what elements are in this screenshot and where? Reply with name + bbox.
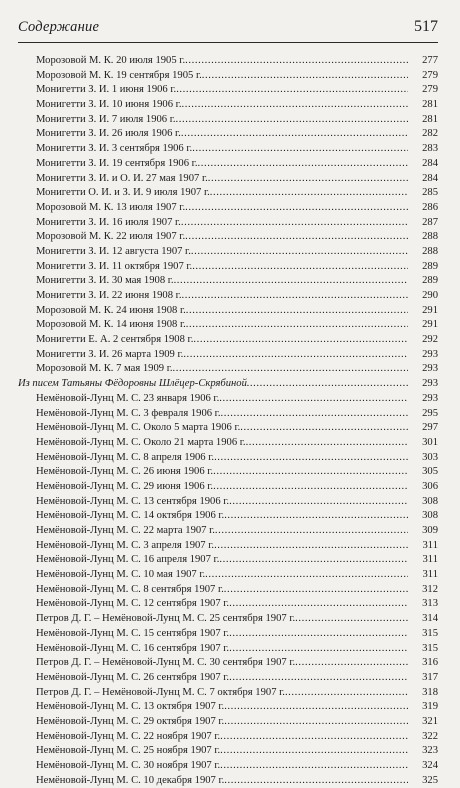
toc-entry-title: Монигетти З. И. и О. И. 27 мая 1907 г. ..... [36,172,408,187]
toc-entry-page: 286 [422,201,438,213]
toc-entry-title: Немёновой-Лунц М. С. 22 марта 1907 г. ..... [36,524,408,539]
toc-entry-title: Немёновой-Лунц М. С. 8 сентября 1907 г. ..... [36,583,408,598]
toc-entry-title: Немёновой-Лунц М. С. 22 ноября 1907 г. ..... [36,730,408,745]
toc-entry-title: Немёновой-Лунц М. С. 16 апреля 1907 г. ..... [36,553,408,568]
toc-entry-page: 301 [422,436,438,448]
toc-entry-page: 314 [422,613,438,625]
toc-entry [18,553,438,568]
toc-entry-title: Петров Д. Г. – Немёновой-Лунц М. С. 30 сентября 1907 г. ..... [36,656,408,671]
toc-entry [18,186,438,201]
toc-entry-page: 289 [422,260,438,272]
toc-entry-title: Морозовой М. К. 20 июля 1905 г. ..... [36,54,408,69]
toc-entry-page: 281 [422,113,438,125]
toc-entry-title: Немёновой-Лунц М. С. 10 мая 1907 г. ..... [36,568,408,583]
toc-entry-page: 305 [422,466,438,478]
toc-entry-page: 317 [422,671,438,683]
toc-entry [18,113,438,128]
toc-entry-title: Немёновой-Лунц М. С. 10 декабря 1907 г. ..... [36,774,408,788]
toc-entry-title: Немёновой-Лунц М. С. 23 января 1906 г. ..... [36,392,408,407]
toc-entry [18,436,438,451]
toc-entry [18,274,438,289]
toc-entry-title: Немёновой-Лунц М. С. 26 сентября 1907 г. ..... [36,671,408,686]
toc-entry-page: 287 [422,216,438,228]
toc-entry [18,744,438,759]
toc-entry-page: 323 [422,745,438,757]
toc-entry [18,304,438,319]
toc-section-heading [18,377,438,392]
toc-entry [18,612,438,627]
toc-entry-title: Немёновой-Лунц М. С. 14 октября 1906 г. ..... [36,509,408,524]
toc-entry-page: 303 [422,451,438,463]
toc-entry-page: 313 [422,598,438,610]
toc-entry-title: Морозовой М. К. 24 июня 1908 г. ..... [36,304,408,319]
running-header [18,19,438,41]
toc-entry [18,495,438,510]
toc-entry [18,260,438,275]
toc-entry-page: 321 [422,715,438,727]
toc-entry [18,627,438,642]
toc-entry [18,642,438,657]
toc-entry-page: 279 [422,69,438,81]
toc-entry [18,127,438,142]
toc-entry [18,583,438,598]
toc-entry-page: 291 [422,304,438,316]
toc-entry-title: Монигетти З. И. 30 мая 1908 г. ..... [36,274,408,289]
toc-entry [18,759,438,774]
toc-entry-page: 282 [422,128,438,140]
toc-entry [18,509,438,524]
toc-entry-title: Монигетти З. И. 1 июня 1906 г. ..... [36,83,408,98]
toc-entry-page: 312 [422,583,438,595]
toc-entry-title: Немёновой-Лунц М. С. 25 ноября 1907 г. ..... [36,744,408,759]
toc-entry [18,172,438,187]
toc-entry-title: Немёновой-Лунц М. С. 30 ноября 1907 г. ..... [36,759,408,774]
toc-entry [18,201,438,216]
toc-entry-page: 311 [422,569,438,581]
toc-entry-title: Монигетти О. И. и З. И. 9 июля 1907 г. ..... [36,186,408,201]
toc-entry [18,83,438,98]
toc-entry-title: Монигетти З. И. 26 марта 1909 г. ..... [36,348,408,363]
toc-entry-page: 295 [422,407,438,419]
toc-entry-page: 306 [422,480,438,492]
toc-entry [18,597,438,612]
toc-entry-page: 279 [422,84,438,96]
toc-entry [18,142,438,157]
toc-entry-page: 292 [422,334,438,346]
toc-entry-title: Монигетти З. И. 12 августа 1907 г. ..... [36,245,408,260]
toc-entry-title: Морозовой М. К. 13 июля 1907 г. ..... [36,201,408,216]
toc-entry-page: 277 [422,55,438,66]
toc-entry [18,407,438,422]
toc-entry-page: 293 [422,378,438,390]
toc-entry [18,480,438,495]
toc-entry-title: Из писем Татьяны Фёдоровны Шлёцер-Скрябиной ..... [18,377,408,392]
toc-entry-page: 315 [422,627,438,639]
toc-entry-title: Немёновой-Лунц М. С. 3 апреля 1907 г. ..... [36,539,408,554]
table-of-contents [18,54,438,788]
toc-entry-page: 293 [422,363,438,375]
toc-entry-page: 315 [422,642,438,654]
toc-entry-page: 316 [422,657,438,669]
toc-entry-page: 290 [422,290,438,301]
toc-entry-title: Морозовой М. К. 14 июня 1908 г. ..... [36,318,408,333]
toc-entry [18,157,438,172]
toc-entry-page: 324 [422,760,438,771]
toc-entry [18,98,438,113]
toc-entry-title: Монигетти З. И. 26 июля 1906 г. ..... [36,127,408,142]
toc-entry-title: Немёновой-Лунц М. С. 15 сентября 1907 г. ..... [36,627,408,642]
toc-entry-page: 325 [422,774,438,786]
toc-entry-title: Монигетти Е. А. 2 сентября 1908 г. ..... [36,333,408,348]
toc-entry-title: Монигетти З. И. 3 сентября 1906 г. ..... [36,142,408,157]
toc-entry-page: 283 [422,143,438,155]
toc-entry-page: 281 [422,99,438,111]
toc-entry-title: Немёновой-Лунц М. С. 29 июня 1906 г. ..... [36,480,408,495]
toc-entry-title: Морозовой М. К. 22 июля 1907 г. ..... [36,230,408,245]
toc-entry-page: 284 [422,157,438,169]
toc-entry [18,451,438,466]
toc-entry-title: Немёновой-Лунц М. С. Около 5 марта 1906 г. ..... [36,421,408,436]
toc-entry [18,318,438,333]
toc-entry-title: Петров Д. Г. – Немёновой-Лунц М. С. 7 октября 1907 г. ..... [36,686,408,701]
page-title: Содержание [18,19,100,35]
toc-entry [18,230,438,245]
toc-entry-title: Монигетти З. И. 7 июля 1906 г. ..... [36,113,408,128]
toc-entry-page: 285 [422,187,438,199]
toc-entry-title: Монигетти З. И. 11 октября 1907 г. ..... [36,260,408,275]
toc-entry-page: 291 [422,319,438,331]
toc-entry-page: 289 [422,275,438,287]
toc-entry-page: 308 [422,495,438,507]
toc-entry [18,54,438,69]
toc-entry [18,730,438,745]
toc-entry [18,421,438,436]
toc-entry-page: 309 [422,525,438,536]
toc-entry-title: Немёновой-Лунц М. С. 26 июня 1906 г. ..... [36,465,408,480]
toc-entry-title: Немёновой-Лунц М. С. 12 сентября 1907 г. ..... [36,597,408,612]
toc-entry [18,671,438,686]
toc-entry-page: 288 [422,231,438,243]
toc-entry-title: Немёновой-Лунц М. С. Около 21 марта 1906 г. ..... [36,436,408,451]
toc-entry [18,465,438,480]
toc-entry-title: Немёновой-Лунц М. С. 29 октября 1907 г. ..... [36,715,408,730]
toc-entry [18,539,438,554]
toc-entry-title: Немёновой-Лунц М. С. 13 октября 1907 г. ..... [36,700,408,715]
toc-entry-page: 311 [422,554,438,566]
toc-entry [18,700,438,715]
toc-entry [18,245,438,260]
toc-entry-page: 297 [422,422,438,434]
toc-entry-title: Немёновой-Лунц М. С. 3 февраля 1906 г. ..... [36,407,408,422]
toc-entry-title: Морозовой М. К. 7 мая 1909 г. ..... [36,362,408,377]
toc-entry-page: 293 [422,348,438,360]
toc-entry-page: 319 [422,701,438,713]
toc-entry-title: Петров Д. Г. – Немёновой-Лунц М. С. 25 сентября 1907 г. ..... [36,612,408,627]
toc-entry-title: Морозовой М. К. 19 сентября 1905 г. ..... [36,69,408,84]
toc-entry-title: Немёновой-Лунц М. С. 8 апреля 1906 г. ..... [36,451,408,466]
toc-entry-title: Монигетти З. И. 22 июня 1908 г. ..... [36,289,408,304]
toc-entry [18,333,438,348]
toc-entry [18,524,438,539]
toc-entry-title: Немёновой-Лунц М. С. 16 сентября 1907 г. ..... [36,642,408,657]
toc-entry-title: Немёновой-Лунц М. С. 13 сентября 1906 г. ..... [36,495,408,510]
toc-entry-title: Монигетти З. И. 16 июля 1907 г. ..... [36,216,408,231]
toc-entry-page: 308 [422,510,438,522]
toc-entry [18,686,438,701]
toc-entry [18,348,438,363]
page-number: 517 [414,18,438,35]
toc-entry-page: 318 [422,686,438,698]
toc-entry [18,289,438,304]
toc-entry-title: Монигетти З. И. 10 июня 1906 г. ..... [36,98,408,113]
toc-entry [18,216,438,231]
toc-entry [18,568,438,583]
toc-entry [18,392,438,407]
toc-entry-page: 284 [422,172,438,184]
toc-entry-page: 311 [422,539,438,551]
toc-entry [18,715,438,730]
header-rule [18,42,438,43]
toc-entry [18,656,438,671]
toc-entry-page: 322 [422,730,438,742]
toc-entry [18,362,438,377]
toc-entry [18,774,438,788]
toc-entry-page: 288 [422,245,438,257]
toc-entry-page: 293 [422,392,438,404]
toc-entry-title: Монигетти З. И. 19 сентября 1906 г. ..... [36,157,408,172]
toc-entry [18,69,438,84]
